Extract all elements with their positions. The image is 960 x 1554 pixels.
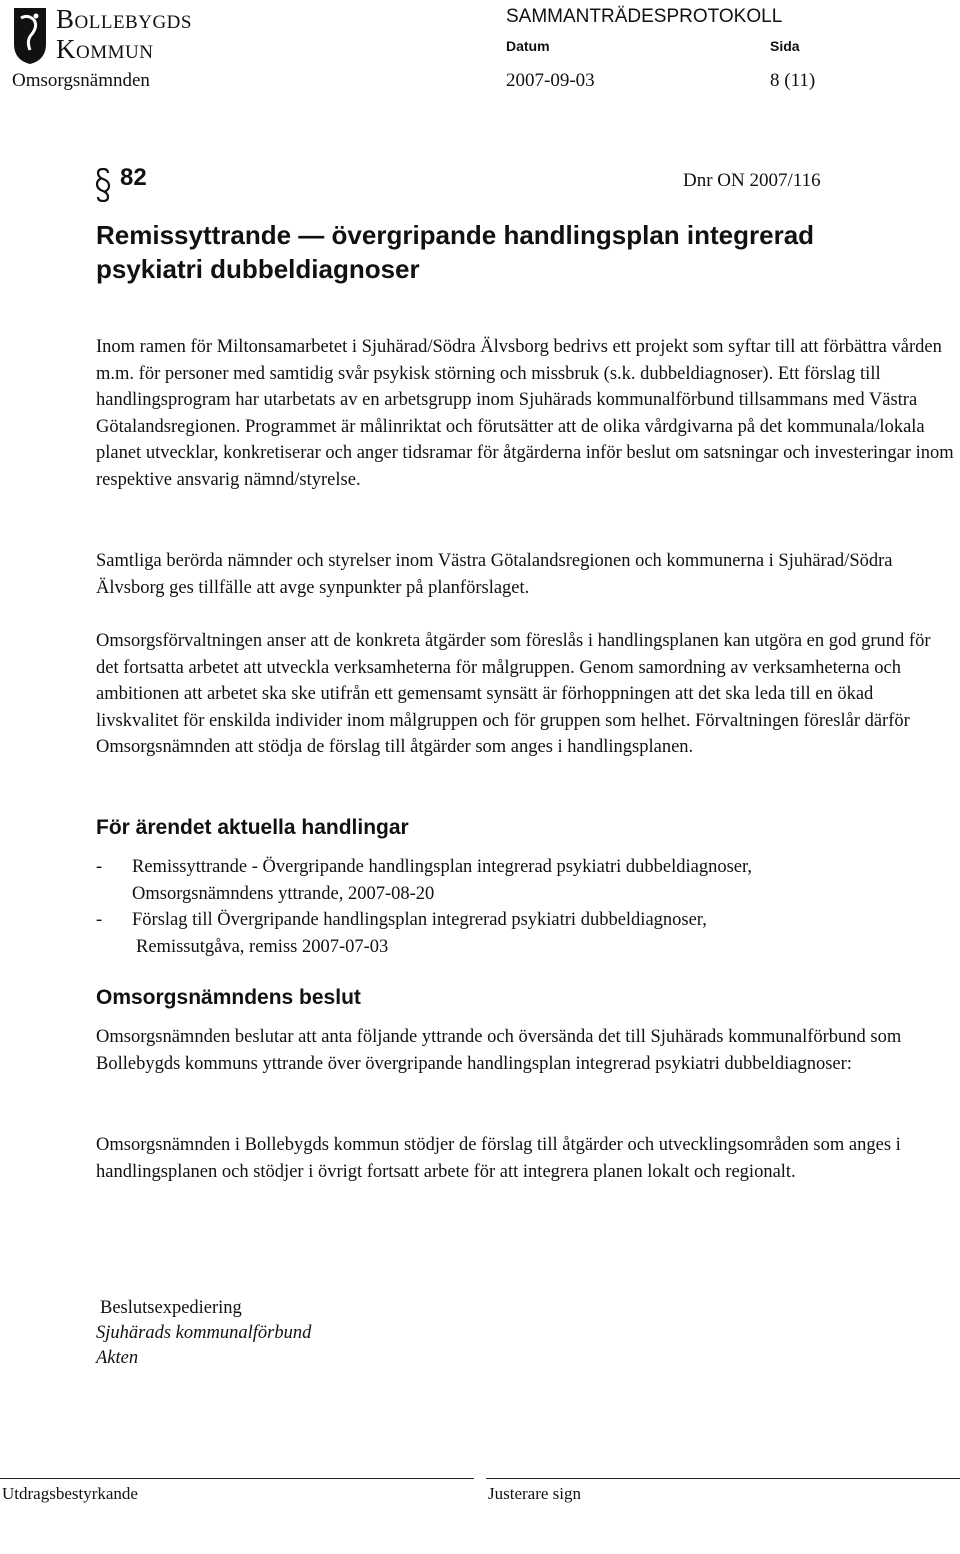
footer-divider — [0, 1478, 474, 1479]
date-label: Datum — [506, 38, 550, 54]
municipality-logo — [12, 6, 244, 66]
meeting-date: 2007-09-03 — [506, 70, 595, 91]
distribution-list — [96, 1296, 311, 1371]
section-title: Remissyttrande — övergripande handlingsplan integrerad psykiatri dubbeldiagnoser — [96, 220, 815, 284]
footer-divider — [486, 1478, 960, 1479]
list-dash: - — [96, 910, 103, 930]
crest-icon — [12, 6, 48, 66]
list-item-line: Remissyttrande - Övergripande handlingsplan integrerad psykiatri dubbeldiagnoser, — [132, 857, 753, 877]
committee-name: Omsorgsnämnden — [12, 70, 150, 91]
distribution-item: Akten — [96, 1348, 139, 1368]
adjuster-signature-label: Justerare sign — [488, 1484, 582, 1503]
distribution-heading: Beslutsexpediering — [100, 1298, 242, 1318]
decision-paragraph: Omsorgsnämnden beslutar att anta följande yttrande och översända det till Sjuhärads kommunalförbund som Bollebygds kommuns yttrande över övergripande handlingsplan integrerad psykiatri dubbeldiagnoser: — [96, 1027, 902, 1074]
paragraph-sign-icon — [94, 168, 112, 202]
administration-opinion-paragraph: Omsorgsförvaltningen anser att de konkreta åtgärder som föreslås i handlingsplanen kan utgöra en god grund för det fortsatta arbetet att utveckla verksamheterna för målgruppen. Genom samordning av verksamheterna och ambitionen att arbetet ska ske utifrån ett gemensamt synsätt är förhoppningen att det ska leda till en ökad livskvalitet för enskilda individer inom målgruppen och för gruppen som helhet. Förvaltningen föreslår därför Omsorgsnämnden att stödja de förslag till åtgärder som anges i handlingsplanen. — [96, 631, 931, 757]
decision-heading: Omsorgsnämndens beslut — [96, 986, 361, 1009]
list-item — [96, 907, 956, 960]
section-number: 82 — [120, 164, 147, 191]
statement-paragraph: Omsorgsnämnden i Bollebygds kommun stödjer de förslag till åtgärder och utvecklingsområden som anges i handlingsplanen och stödjer i övrigt fortsatt arbete för att integrera planen lokalt och regionalt. — [96, 1135, 901, 1182]
list-item-line: Omsorgsnämndens yttrande, 2007-08-20 — [132, 883, 435, 904]
logo-text-line1: Bollebygds — [56, 4, 192, 34]
logo-text-line2: Kommun — [56, 34, 154, 64]
diary-number: Dnr ON 2007/116 — [683, 170, 821, 191]
list-dash: - — [96, 857, 103, 877]
list-item-line: Förslag till Övergripande handlingsplan integrerad psykiatri dubbeldiagnoser, — [132, 910, 707, 930]
list-item-line: Remissutgåva, remiss 2007-07-03 — [136, 936, 389, 957]
page-number: 8 (11) — [770, 70, 816, 91]
consultation-paragraph: Samtliga berörda nämnder och styrelser inom Västra Götalandsregionen och kommunerna i Sjuhärad/Södra Älvsborg ges tillfälle att avge synpunkter på planförslaget. — [96, 551, 893, 598]
distribution-item: Sjuhärads kommunalförbund — [96, 1323, 312, 1343]
background-paragraph: Inom ramen för Miltonsamarbetet i Sjuhärad/Södra Älvsborg bedrivs ett projekt som syftar till att förbättra vården m.m. för personer med samtidig svår psykisk störning och missbruk (s.k. dubbeldiagnoser). Ett förslag till handlingsprogram har utarbetats av en arbetsgrupp inom Sjuhärads kommunalförbund tillsammans med Västra Götalandsregionen. Programmet är målinriktat och förutsätter att de olika vårdgivarna på det kommunala/lokala planet utvecklar, konkretiserar och anger tidsramar för åtgärderna inför beslut om satsningar och investeringar inom respektive ansvarig nämnd/styrelse. — [96, 337, 954, 490]
page-label: Sida — [770, 38, 800, 54]
list-item — [96, 854, 956, 907]
documents-list — [96, 854, 956, 960]
document-type: SAMMANTRÄDESPROTOKOLL — [506, 6, 783, 27]
certification-label: Utdragsbestyrkande — [2, 1484, 138, 1503]
documents-heading: För ärendet aktuella handlingar — [96, 816, 409, 839]
